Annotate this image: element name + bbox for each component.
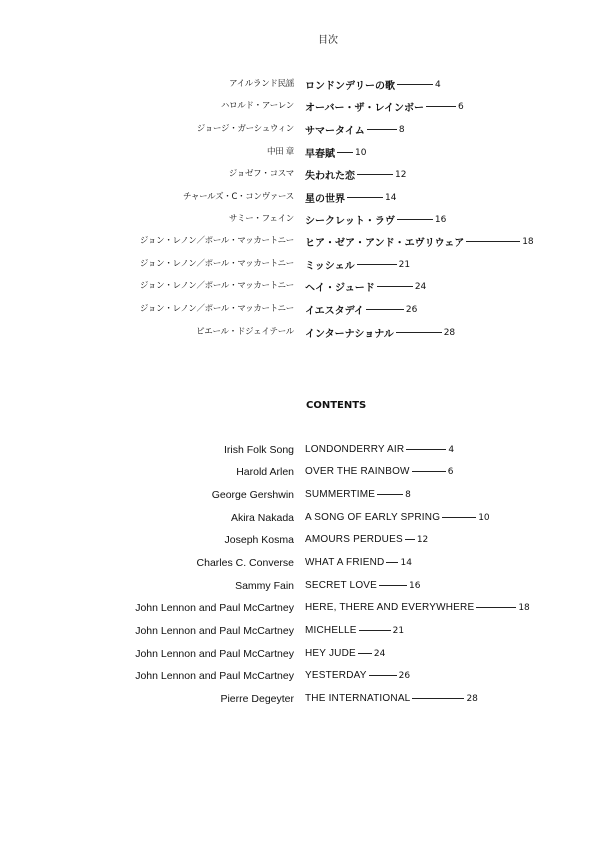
- en-leader-line: [386, 562, 398, 563]
- en-page-number: 16: [409, 580, 421, 591]
- en-leader-line: [369, 675, 397, 676]
- en-title-group: [305, 557, 412, 568]
- jp-toc-row: [0, 257, 610, 275]
- en-song-title: AMOURS PERDUES: [305, 534, 403, 545]
- en-toc-row: [0, 557, 610, 575]
- jp-leader-line: [396, 332, 442, 333]
- jp-composer: ジョン・レノン／ポール・マッカートニー: [139, 281, 294, 291]
- en-composer: Pierre Degeyter: [220, 693, 294, 705]
- en-leader-line: [359, 630, 391, 631]
- jp-title-group: [305, 190, 396, 205]
- en-title-group: [305, 489, 411, 500]
- en-composer: George Gershwin: [211, 489, 294, 501]
- jp-leader-line: [426, 106, 456, 107]
- en-leader-line: [412, 698, 464, 699]
- jp-leader-line: [466, 241, 520, 242]
- jp-leader-line: [366, 309, 404, 310]
- jp-toc-row: [0, 77, 610, 95]
- en-leader-line: [377, 494, 403, 495]
- jp-composer: サミー・フェイン: [228, 214, 294, 224]
- jp-composer: ジョン・レノン／ポール・マッカートニー: [139, 259, 294, 269]
- jp-title-group: [305, 212, 446, 227]
- en-title-group: [305, 648, 385, 659]
- jp-leader-line: [337, 152, 353, 153]
- jp-composer: ジョージ・ガーシュウィン: [196, 124, 294, 134]
- jp-page-number: 6: [458, 101, 464, 112]
- jp-song-title: サマータイム: [305, 126, 365, 137]
- en-song-title: HERE, THERE AND EVERYWHERE: [305, 602, 475, 613]
- en-song-title: HEY JUDE: [305, 648, 356, 659]
- jp-composer: ピエール・ドジェイテール: [196, 327, 294, 337]
- en-composer: Sammy Fain: [235, 580, 294, 592]
- jp-composer: 中田 章: [266, 147, 294, 157]
- en-title-group: [305, 466, 453, 477]
- jp-title-group: [305, 302, 417, 317]
- en-composer: Irish Folk Song: [223, 444, 294, 456]
- en-title-group: [305, 670, 410, 681]
- jp-composer: ジョゼフ・コスマ: [228, 169, 294, 179]
- jp-song-title: ミッシェル: [305, 261, 355, 272]
- jp-page-number: 12: [395, 169, 407, 180]
- jp-song-title: シークレット・ラヴ: [305, 216, 395, 227]
- en-toc-row: [0, 489, 610, 507]
- en-composer: John Lennon and Paul McCartney: [135, 625, 294, 637]
- en-toc-row: [0, 693, 610, 711]
- en-title-group: [305, 444, 454, 455]
- jp-toc-row: [0, 325, 610, 343]
- en-title-group: [305, 602, 530, 613]
- en-leader-line: [405, 539, 415, 540]
- en-page-number: 10: [478, 512, 490, 523]
- en-toc-row: [0, 602, 610, 620]
- en-composer: John Lennon and Paul McCartney: [135, 602, 294, 614]
- en-title-group: [305, 534, 428, 545]
- jp-title-group: [305, 122, 405, 137]
- jp-page-number: 14: [385, 192, 397, 203]
- en-composer: Akira Nakada: [230, 512, 294, 524]
- jp-title-group: [305, 234, 534, 249]
- en-page-number: 4: [448, 444, 455, 455]
- en-toc-row: [0, 670, 610, 688]
- jp-page-number: 16: [434, 214, 447, 225]
- jp-leader-line: [377, 286, 413, 287]
- en-song-title: THE INTERNATIONAL: [305, 693, 411, 704]
- jp-composer: ジョン・レノン／ポール・マッカートニー: [139, 304, 294, 314]
- en-composer: Joseph Kosma: [224, 534, 294, 546]
- en-toc-row: [0, 466, 610, 484]
- jp-toc-row: [0, 145, 610, 163]
- jp-page-number: 24: [414, 281, 427, 292]
- en-page-number: 8: [405, 489, 411, 500]
- jp-toc-row: [0, 99, 610, 117]
- jp-song-title: ロンドンデリーの歌: [305, 81, 395, 92]
- en-page-number: 28: [466, 693, 478, 704]
- en-title-group: [305, 625, 404, 636]
- jp-title-group: [305, 167, 406, 182]
- jp-composer: ジョン・レノン／ポール・マッカートニー: [139, 236, 294, 246]
- jp-page-number: 18: [522, 236, 534, 247]
- jp-song-title: オーバー・ザ・レインボー: [305, 103, 424, 114]
- jp-song-title: 星の世界: [305, 194, 345, 205]
- jp-page-number: 8: [398, 124, 405, 135]
- jp-composer: ハロルド・アーレン: [220, 101, 294, 111]
- jp-toc-row: [0, 212, 610, 230]
- en-toc-row: [0, 534, 610, 552]
- jp-song-title: ヒア・ゼア・アンド・エヴリウェア: [305, 238, 465, 249]
- jp-song-title: 失われた恋: [305, 171, 355, 182]
- jp-composer: チャールズ・C・コンヴァース: [182, 192, 294, 202]
- jp-page-number: 10: [355, 147, 367, 158]
- jp-toc-row: [0, 190, 610, 208]
- jp-contents-heading: 目次: [318, 35, 338, 46]
- jp-title-group: [305, 325, 455, 340]
- jp-leader-line: [397, 219, 433, 220]
- jp-title-group: [305, 279, 426, 294]
- en-song-title: OVER THE RAINBOW: [305, 466, 410, 477]
- jp-page-number: 26: [405, 304, 418, 315]
- jp-toc-row: [0, 302, 610, 320]
- jp-title-group: [305, 145, 366, 160]
- en-composer: Harold Arlen: [236, 466, 294, 478]
- jp-leader-line: [397, 84, 433, 85]
- en-song-title: LONDONDERRY AIR: [305, 444, 405, 455]
- en-title-group: [305, 580, 421, 591]
- jp-toc-row: [0, 234, 610, 252]
- jp-page-number: 21: [398, 259, 411, 270]
- en-title-group: [305, 693, 478, 704]
- en-toc-row: [0, 648, 610, 666]
- en-leader-line: [412, 471, 446, 472]
- en-composer: John Lennon and Paul McCartney: [135, 670, 294, 682]
- jp-toc-row: [0, 279, 610, 297]
- en-song-title: SUMMERTIME: [305, 489, 376, 500]
- en-leader-line: [379, 585, 407, 586]
- en-leader-line: [442, 517, 476, 518]
- jp-leader-line: [367, 129, 397, 130]
- en-toc-row: [0, 512, 610, 530]
- en-composer: Charles C. Converse: [196, 557, 294, 569]
- jp-page-number: 4: [435, 79, 441, 90]
- jp-title-group: [305, 99, 464, 114]
- en-song-title: SECRET LOVE: [305, 580, 378, 591]
- jp-song-title: インターナショナル: [305, 329, 394, 340]
- jp-song-title: 早春賦: [305, 149, 335, 160]
- en-song-title: WHAT A FRIEND: [305, 557, 385, 568]
- jp-toc-row: [0, 167, 610, 185]
- jp-title-group: [305, 257, 410, 272]
- jp-song-title: ヘイ・ジュード: [305, 283, 375, 294]
- en-page-number: 21: [392, 625, 405, 636]
- en-toc-row: [0, 580, 610, 598]
- en-toc-row: [0, 625, 610, 643]
- jp-title-group: [305, 77, 441, 92]
- en-page-number: 26: [398, 670, 411, 681]
- en-composer: John Lennon and Paul McCartney: [135, 648, 294, 660]
- en-toc-row: [0, 444, 610, 462]
- en-page-number: 18: [518, 602, 530, 613]
- jp-toc-row: [0, 122, 610, 140]
- jp-page-number: 28: [443, 327, 456, 338]
- en-page-number: 24: [373, 648, 386, 659]
- en-leader-line: [476, 607, 516, 608]
- en-song-title: A SONG OF EARLY SPRING: [305, 512, 441, 523]
- jp-song-title: イエスタデイ: [305, 306, 364, 317]
- jp-composer: アイルランド民謡: [229, 79, 294, 89]
- en-leader-line: [358, 653, 372, 654]
- en-page-number: 14: [400, 557, 412, 568]
- en-leader-line: [406, 449, 446, 450]
- en-page-number: 12: [416, 534, 429, 545]
- en-title-group: [305, 512, 490, 523]
- jp-leader-line: [347, 197, 383, 198]
- en-page-number: 6: [447, 466, 454, 477]
- en-song-title: MICHELLE: [305, 625, 357, 636]
- en-contents-heading: CONTENTS: [306, 400, 367, 411]
- jp-leader-line: [357, 174, 393, 175]
- en-song-title: YESTERDAY: [305, 670, 367, 681]
- jp-leader-line: [357, 264, 397, 265]
